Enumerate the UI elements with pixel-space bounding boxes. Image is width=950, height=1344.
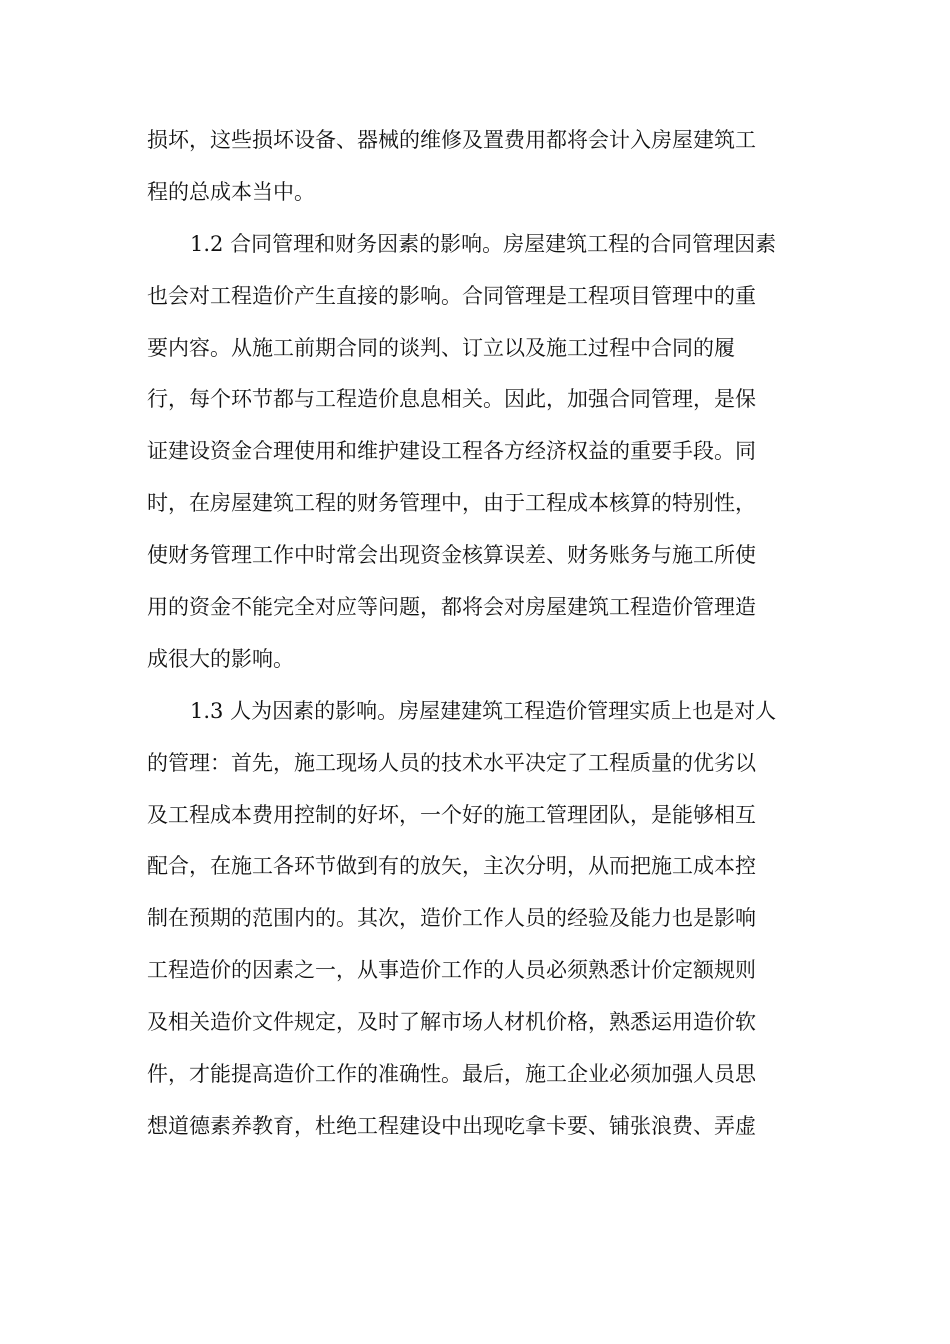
text-line: 制在预期的范围内的。其次，造价工作人员的经验及能力也是影响 bbox=[147, 906, 756, 931]
text-line: 损坏，这些损坏设备、器械的维修及置费用都将会计入房屋建筑工 bbox=[147, 128, 756, 152]
text-line: 配合，在施工各环节做到有的放矢，主次分明，从而把施工成本控 bbox=[147, 854, 756, 879]
body-text bbox=[147, 115, 807, 1153]
text-line: 时，在房屋建筑工程的财务管理中，由于工程成本核算的特别性， bbox=[147, 491, 756, 516]
text-line: 想道德素养教育，杜绝工程建设中出现吃拿卡要、铺张浪费、弄虚 bbox=[147, 1113, 756, 1138]
text-line: 程的总成本当中。 bbox=[147, 179, 315, 204]
text-line: 件，才能提高造价工作的准确性。最后，施工企业必须加强人员思 bbox=[147, 1062, 756, 1087]
text-line: 工程造价的因素之一，从事造价工作的人员必须熟悉计价定额规则 bbox=[147, 958, 756, 983]
text-line: 行，每个环节都与工程造价息息相关。因此，加强合同管理，是保 bbox=[147, 387, 756, 412]
text-line: 及相关造价文件规定，及时了解市场人材机价格，熟悉运用造价软 bbox=[147, 1010, 756, 1035]
text-line: 证建设资金合理使用和维护建设工程各方经济权益的重要手段。同 bbox=[147, 439, 756, 464]
text-line: 使财务管理工作中时常会出现资金核算误差、财务账务与施工所使 bbox=[147, 543, 756, 568]
section-heading-line: 1.3 人为因素的影响。房屋建建筑工程造价管理实质上也是对人 bbox=[190, 698, 777, 723]
text-line: 成很大的影响。 bbox=[147, 646, 294, 671]
text-line: 用的资金不能完全对应等问题，都将会对房屋建筑工程造价管理造 bbox=[147, 595, 756, 620]
text-line: 及工程成本费用控制的好坏，一个好的施工管理团队，是能够相互 bbox=[147, 802, 756, 827]
text-line: 的管理：首先，施工现场人员的技术水平决定了工程质量的优劣以 bbox=[147, 750, 756, 775]
text-line: 也会对工程造价产生直接的影响。合同管理是工程项目管理中的重 bbox=[147, 283, 756, 308]
section-heading-line: 1.2 合同管理和财务因素的影响。房屋建筑工程的合同管理因素 bbox=[190, 231, 777, 256]
text-line: 要内容。从施工前期合同的谈判、订立以及施工过程中合同的履 bbox=[147, 335, 735, 360]
